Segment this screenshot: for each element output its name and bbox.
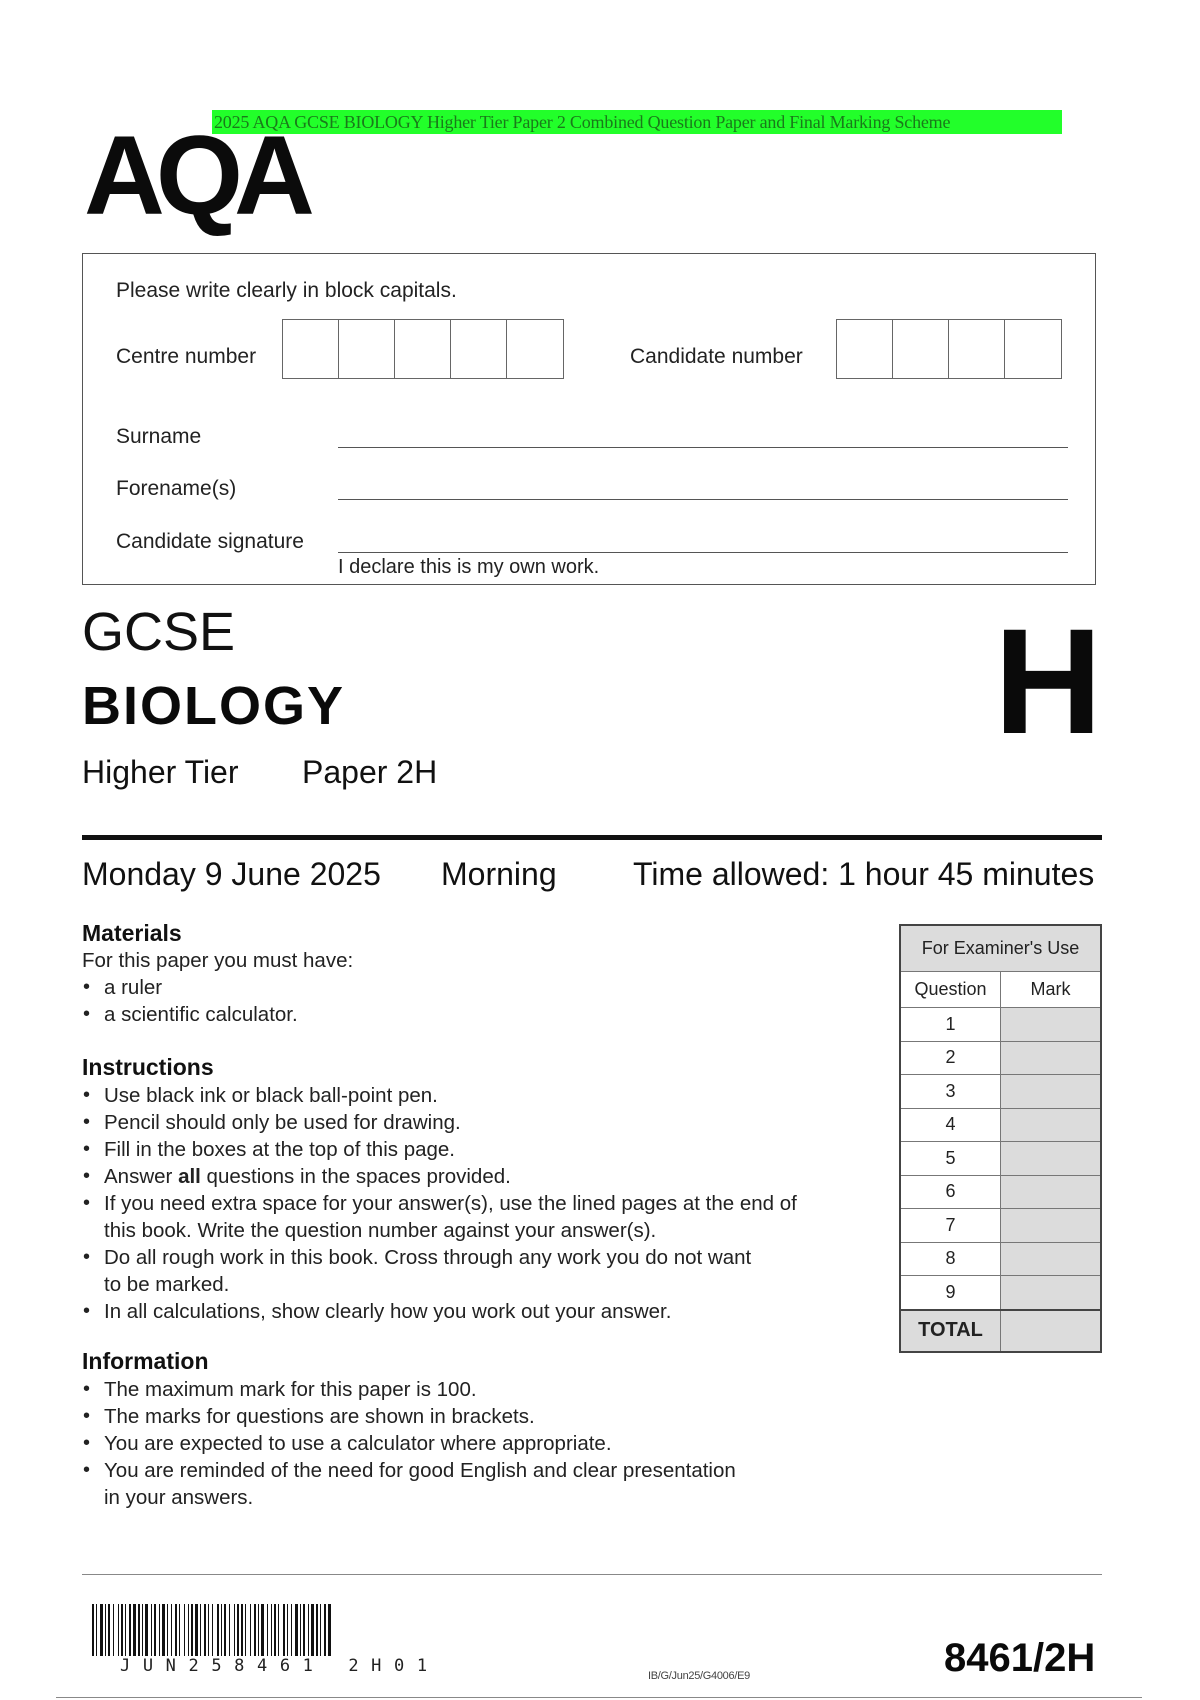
mark-cell (1001, 1008, 1102, 1042)
forenames-line[interactable] (338, 499, 1068, 500)
paper-label: Paper 2H (302, 754, 438, 790)
barcode-bar (234, 1604, 235, 1656)
barcode-bar (100, 1604, 103, 1656)
tier-label: Higher Tier (82, 754, 239, 790)
barcode-bar (204, 1604, 206, 1656)
signature-line[interactable] (338, 552, 1068, 553)
barcode-bar (138, 1604, 140, 1656)
footer-reference: IB/G/Jun25/G4006/E9 (648, 1670, 750, 1682)
barcode-bar (133, 1604, 136, 1656)
barcode-bar (142, 1604, 143, 1656)
barcode-bar (151, 1604, 152, 1656)
barcode-bar (96, 1604, 97, 1656)
qualification-title: GCSE (82, 602, 236, 662)
list-item-line: • If you need extra space for your answer(s), use the lined pages at the end of (104, 1192, 797, 1215)
list-item: • Use black ink or black ball-point pen. (82, 1082, 797, 1109)
list-item-line: to be marked. (104, 1273, 230, 1296)
list-item (82, 1457, 736, 1511)
mark-cell (1001, 1142, 1102, 1176)
list-item-line: • Do all rough work in this book. Cross through any work you do not want (104, 1246, 752, 1269)
centre-number-boxes[interactable] (282, 319, 564, 379)
question-number: 1 (900, 1008, 1001, 1042)
paper-code: 8461/2H (944, 1636, 1096, 1680)
question-number: 3 (900, 1075, 1001, 1109)
barcode-bar (328, 1604, 331, 1656)
barcode-bar (184, 1604, 185, 1656)
footer-divider (82, 1574, 1102, 1575)
divider-thick (82, 835, 1102, 840)
mark-cell (1001, 1075, 1102, 1109)
question-number: 7 (900, 1209, 1001, 1243)
barcode-bar (212, 1604, 213, 1656)
barcode-bar (162, 1604, 165, 1656)
centre-number-digit-box[interactable] (451, 320, 507, 378)
barcode-bar (295, 1604, 298, 1656)
candidate-number-digit-box[interactable] (893, 320, 949, 378)
barcode-bar (291, 1604, 292, 1656)
barcode-bar (278, 1604, 279, 1656)
tier-letter: H (994, 597, 1103, 765)
barcode-bar (118, 1604, 119, 1656)
question-number: 2 (900, 1041, 1001, 1075)
materials-list (82, 974, 353, 1028)
mark-cell (1001, 1209, 1102, 1243)
barcode-bar (171, 1604, 172, 1656)
barcode-bar (283, 1604, 285, 1656)
barcode-bar (274, 1604, 276, 1656)
question-number: 9 (900, 1276, 1001, 1310)
barcode-bar (191, 1604, 193, 1656)
question-number: 6 (900, 1175, 1001, 1209)
information-list (82, 1376, 736, 1511)
barcode-bar (145, 1604, 148, 1656)
barcode-bar (258, 1604, 259, 1656)
mark-cell (1001, 1041, 1102, 1075)
time-allowed: Time allowed: 1 hour 45 minutes (633, 856, 1095, 892)
barcode-bar (195, 1604, 198, 1656)
list-item: • The marks for questions are shown in brackets. (82, 1403, 736, 1430)
centre-number-label: Centre number (116, 345, 257, 368)
page-bottom-edge (56, 1697, 1142, 1698)
barcode-bar (261, 1604, 264, 1656)
barcode-bar (159, 1604, 160, 1656)
barcode-bar (125, 1604, 126, 1656)
barcode-bar (311, 1604, 314, 1656)
barcode-bar (217, 1604, 219, 1656)
barcode-bar (308, 1604, 309, 1656)
candidate-number-label: Candidate number (630, 345, 803, 368)
barcode-bar (200, 1604, 201, 1656)
list-item: • You are expected to use a calculator where appropriate. (82, 1430, 736, 1457)
list-item: • a scientific calculator. (82, 1001, 353, 1028)
centre-number-digit-box[interactable] (339, 320, 395, 378)
question-number: 8 (900, 1242, 1001, 1276)
information-section (82, 1348, 736, 1511)
materials-section (82, 920, 353, 1028)
barcode-bar (245, 1604, 246, 1656)
barcode-bar (188, 1604, 189, 1656)
list-item: • Fill in the boxes at the top of this page. (82, 1136, 797, 1163)
list-item-line: • You are reminded of the need for good English and clear presentation (104, 1459, 736, 1482)
barcode-bar (175, 1604, 177, 1656)
question-number: 4 (900, 1108, 1001, 1142)
aqa-logo: AQA (84, 113, 306, 238)
candidate-number-digit-box[interactable] (949, 320, 1005, 378)
barcode-bar (303, 1604, 305, 1656)
barcode-bar (254, 1604, 256, 1656)
candidate-details-box (82, 253, 1096, 585)
block-capitals-instruction: Please write clearly in block capitals. (116, 279, 457, 302)
barcode-bar (92, 1604, 94, 1656)
signature-label: Candidate signature (116, 530, 304, 553)
barcode-bar (320, 1604, 321, 1656)
barcode-bar (241, 1604, 243, 1656)
barcode-bar (167, 1604, 168, 1656)
barcode-bar (316, 1604, 318, 1656)
subject-title: BIOLOGY (82, 676, 346, 736)
barcode-bar (300, 1604, 301, 1656)
mark-cell (1001, 1242, 1102, 1276)
barcode-bar (208, 1604, 209, 1656)
list-item: • The maximum mark for this paper is 100. (82, 1376, 736, 1403)
materials-heading: Materials (82, 920, 182, 946)
barcode-bar (121, 1604, 123, 1656)
mark-column-header: Mark (1001, 972, 1102, 1008)
question-number: 5 (900, 1142, 1001, 1176)
barcode-bar (221, 1604, 222, 1656)
list-item: • a ruler (82, 974, 353, 1001)
list-item (82, 1190, 797, 1244)
centre-number-digit-box[interactable] (395, 320, 451, 378)
mark-cell (1001, 1108, 1102, 1142)
candidate-number-boxes[interactable] (836, 319, 1062, 379)
instructions-section (82, 1054, 797, 1325)
barcode-bar (108, 1604, 110, 1656)
mark-cell (1001, 1276, 1102, 1310)
surname-line[interactable] (338, 447, 1068, 448)
barcode-bar (229, 1604, 230, 1656)
total-label: TOTAL (900, 1310, 1001, 1352)
list-item (82, 1163, 797, 1190)
instructions-list (82, 1082, 797, 1325)
barcode-bar (237, 1604, 239, 1656)
barcode (92, 1604, 502, 1656)
exam-date: Monday 9 June 2025 (82, 856, 381, 892)
barcode-bar (324, 1604, 326, 1656)
centre-number-digit-box[interactable] (283, 320, 339, 378)
document-title-highlight: 2025 AQA GCSE BIOLOGY Higher Tier Paper 2 Combined Question Paper and Final Marking Scheme (212, 110, 1062, 134)
mark-cell (1001, 1175, 1102, 1209)
examiner-table-title: For Examiner's Use (900, 925, 1101, 972)
barcode-bar (179, 1604, 180, 1656)
information-heading: Information (82, 1348, 209, 1374)
barcode-bar (224, 1604, 226, 1656)
surname-label: Surname (116, 425, 202, 448)
exam-session: Morning (441, 856, 557, 892)
barcode-bar (250, 1604, 251, 1656)
barcode-bar (267, 1604, 268, 1656)
barcode-bar (113, 1604, 114, 1656)
list-item-line: in your answers. (104, 1486, 254, 1509)
forenames-label: Forename(s) (116, 477, 237, 500)
candidate-number-digit-box[interactable] (837, 320, 893, 378)
question-column-header: Question (900, 972, 1001, 1008)
list-item-line: this book. Write the question number against your answer(s). (104, 1219, 657, 1242)
barcode-bar (287, 1604, 288, 1656)
list-item: • In all calculations, show clearly how you work out your answer. (82, 1298, 797, 1325)
candidate-number-digit-box[interactable] (1005, 320, 1061, 378)
barcode-bar (105, 1604, 106, 1656)
list-item-emphasis: all (178, 1165, 201, 1188)
list-item-text: questions in the spaces provided. (200, 1165, 511, 1188)
list-item (82, 1244, 797, 1298)
centre-number-digit-box[interactable] (507, 320, 563, 378)
materials-intro: For this paper you must have: (82, 949, 354, 972)
total-mark-cell (1001, 1310, 1102, 1352)
declaration-text: I declare this is my own work. (338, 556, 600, 578)
examiner-use-table (899, 924, 1102, 1353)
barcode-bar (154, 1604, 156, 1656)
barcode-bar (129, 1604, 131, 1656)
instructions-heading: Instructions (82, 1054, 214, 1080)
list-item: • Pencil should only be used for drawing. (82, 1109, 797, 1136)
list-item-text: Answer (104, 1165, 179, 1188)
barcode-text: JUN258461 2H01 (120, 1656, 440, 1676)
barcode-bar (271, 1604, 272, 1656)
